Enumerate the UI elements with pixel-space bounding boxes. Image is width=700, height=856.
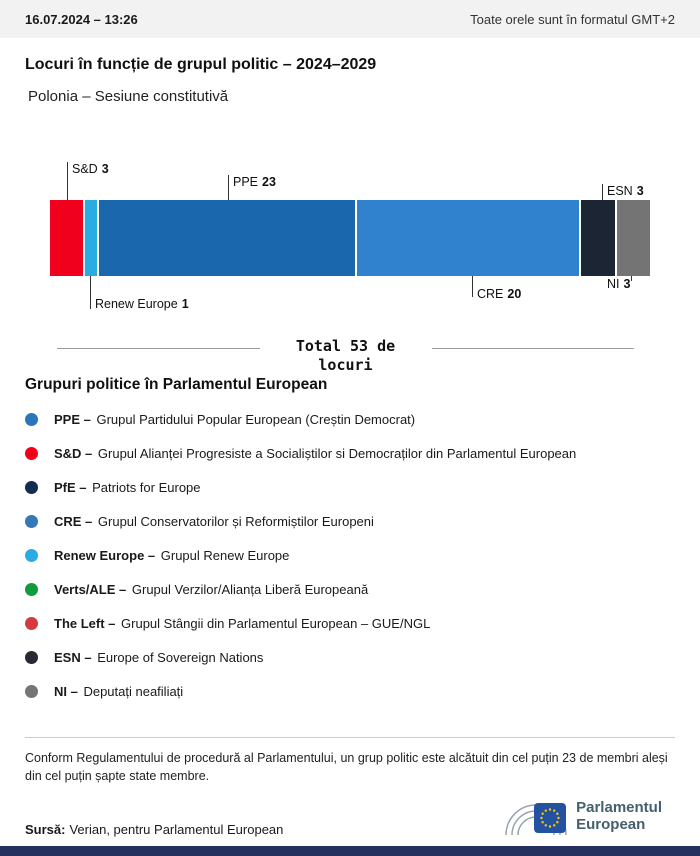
datetime-label: 16.07.2024 – 13:26 [25, 11, 138, 27]
total-seats-label [260, 337, 432, 375]
ep-logo-line-2: European [576, 816, 646, 833]
legend-item [25, 606, 680, 640]
legend-label: Renew Europe – Grupul Renew Europe [54, 547, 290, 563]
legend-color-dot [25, 413, 38, 426]
callout-group: S&D [72, 162, 98, 176]
callout-label-sd [72, 162, 109, 176]
seat-segment-cre [357, 200, 580, 276]
page-subtitle: Polonia – Sesiune constitutivă [28, 88, 229, 105]
seat-segment-s-d [50, 200, 83, 276]
seat-segment-esn [581, 200, 614, 276]
seat-segment-ni [617, 200, 650, 276]
legend-label: CRE – Grupul Conservatorilor și Reformiștilor Europeni [54, 513, 374, 529]
legend-item [25, 504, 680, 538]
ep-logo-line-1: Parlamentul [576, 799, 662, 816]
legend-color-dot [25, 515, 38, 528]
legend-color-dot [25, 481, 38, 494]
callout-line-esn [602, 184, 603, 200]
callout-seats: 3 [623, 277, 631, 291]
ep-logo-text [576, 799, 662, 833]
legend-color-dot [25, 651, 38, 664]
source-text: Verian, pentru Parlamentul European [69, 822, 284, 837]
callout-group: Renew Europe [95, 297, 178, 311]
footnote-divider [25, 737, 675, 738]
bottom-accent-bar [0, 846, 700, 856]
callout-seats: 23 [262, 175, 276, 189]
footnote-text: Conform Regulamentului de procedură al Parlamentului, un grup politic este alcătuit din cel puțin 23 de membri aleși din cel puțin șapte state membre. [25, 751, 668, 783]
callout-label-ppe [233, 175, 276, 189]
legend-label: Verts/ALE – Grupul Verzilor/Alianța Liberă Europeană [54, 581, 369, 597]
legend-color-dot [25, 617, 38, 630]
callout-label-renew [95, 297, 189, 311]
total-rule-right [432, 348, 635, 349]
seat-bar [50, 200, 650, 276]
legend-color-dot [25, 447, 38, 460]
timezone-note: Toate orele sunt în formatul GMT+2 [470, 11, 675, 27]
callout-line-ni [631, 276, 632, 281]
legend-label: NI – Deputați neafiliați [54, 683, 184, 699]
top-bar [0, 0, 700, 38]
ep-logo[interactable] [500, 793, 662, 839]
total-line-2: locuri [318, 356, 373, 374]
callout-seats: 3 [636, 184, 644, 198]
seat-segment-ppe [99, 200, 355, 276]
source-label: Sursă: [25, 822, 66, 837]
legend-item [25, 538, 680, 572]
legend-item [25, 470, 680, 504]
callout-line-cre [472, 276, 473, 297]
legend-item [25, 402, 680, 436]
callout-label-ni [607, 277, 630, 291]
legend-heading: Grupuri politice în Parlamentul European [25, 376, 328, 393]
callout-seats: 1 [181, 297, 189, 311]
legend-label: S&D – Grupul Alianței Progresiste a Socialiștilor si Democraților din Parlamentul European [54, 445, 577, 461]
legend-item [25, 436, 680, 470]
seat-segment-renew-europe [85, 200, 96, 276]
legend-list [25, 402, 680, 708]
callout-group: ESN [607, 184, 633, 198]
callout-line-renew [90, 276, 91, 309]
callout-label-cre [477, 287, 521, 301]
page-title: Locuri în funcție de grupul politic – 2024–2029 [25, 56, 377, 73]
callout-line-ppe [228, 175, 229, 200]
callout-group: CRE [477, 287, 504, 301]
ep-hemicycle-flag-icon [500, 793, 568, 839]
legend-label: PfE – Patriots for Europe [54, 479, 201, 495]
legend-label: ESN – Europe of Sovereign Nations [54, 649, 264, 665]
source-line [25, 822, 283, 837]
legend-label: PPE – Grupul Partidului Popular European (Creștin Democrat) [54, 411, 416, 427]
legend-item [25, 674, 680, 708]
legend-color-dot [25, 583, 38, 596]
callout-label-esn [607, 184, 644, 198]
legend-color-dot [25, 685, 38, 698]
callout-seats: 3 [101, 162, 109, 176]
callout-group: PPE [233, 175, 259, 189]
legend-color-dot [25, 549, 38, 562]
legend-item [25, 640, 680, 674]
callout-group: NI [607, 277, 620, 291]
legend-label: The Left – Grupul Stângii din Parlamentul European – GUE/NGL [54, 615, 431, 631]
callout-seats: 20 [507, 287, 522, 301]
total-rule-left [57, 348, 260, 349]
total-seats-row [57, 337, 634, 375]
callout-line-sd [67, 162, 68, 200]
total-line-1: Total 53 de [295, 337, 396, 355]
legend-item [25, 572, 680, 606]
